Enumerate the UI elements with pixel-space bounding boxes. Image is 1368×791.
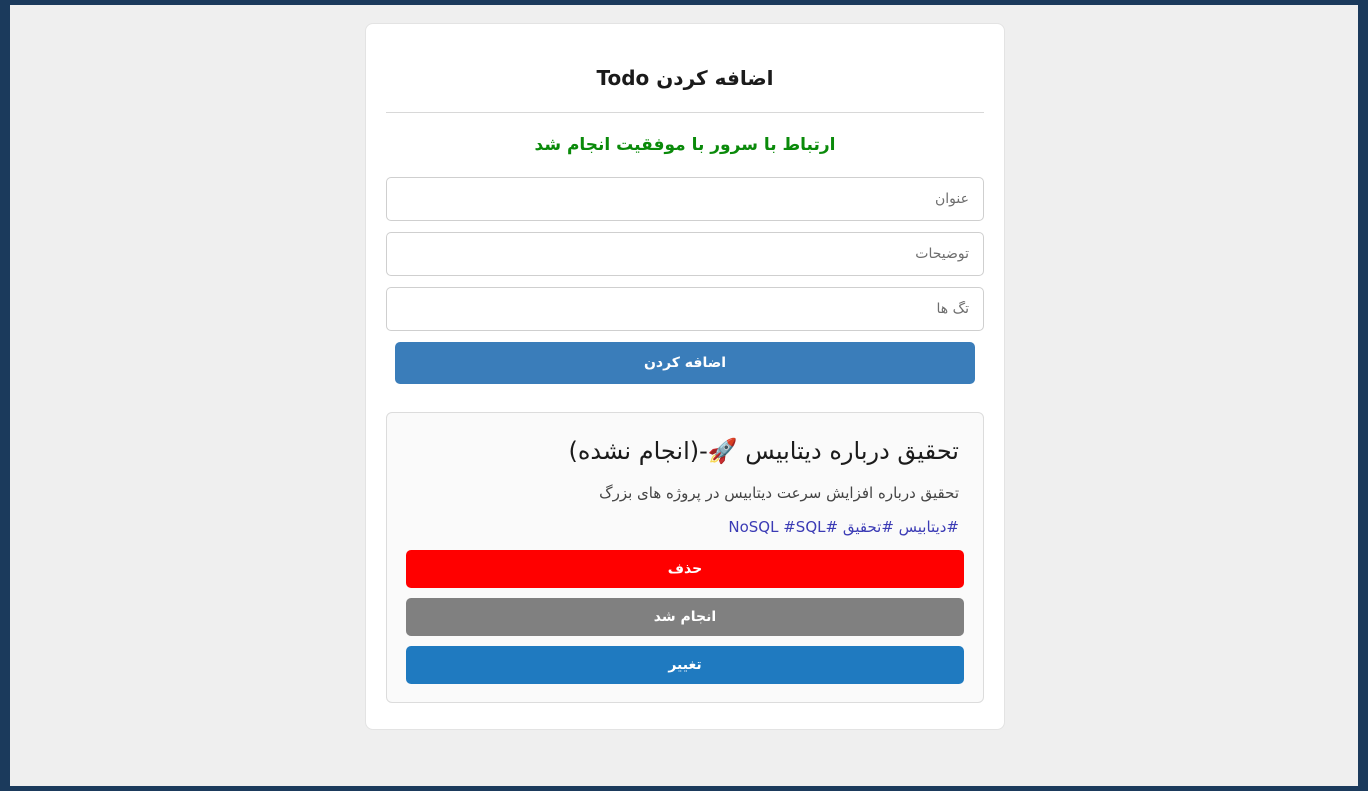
status-message: ارتباط با سرور با موفقیت انجام شد <box>534 135 836 155</box>
title-input[interactable] <box>386 177 984 221</box>
home-link[interactable]: خانه <box>1327 768 1350 783</box>
mark-done-button[interactable]: انجام شد <box>406 598 964 636</box>
todo-item-actions <box>397 550 973 684</box>
todo-item-description: تحقیق درباره افزایش سرعت دیتابیس در پروژه های بزرگ <box>599 483 959 502</box>
todo-item-title: تحقیق درباره دیتابیس 🚀-(انجام نشده) <box>568 437 959 465</box>
bottom-strip <box>0 786 1368 791</box>
tags-input[interactable] <box>386 287 984 331</box>
right-rail <box>1358 0 1368 791</box>
page-title: اضافه کردن Todo <box>596 66 774 90</box>
add-todo-button[interactable]: اضافه کردن <box>395 342 975 384</box>
title-divider <box>386 112 984 113</box>
todo-card <box>365 23 1005 730</box>
delete-button[interactable]: حذف <box>406 550 964 588</box>
top-strip <box>0 0 1368 5</box>
description-input[interactable] <box>386 232 984 276</box>
todo-item <box>386 412 984 703</box>
left-rail <box>0 0 10 791</box>
edit-button[interactable]: تغییر <box>406 646 964 684</box>
todo-item-tags: #دیتابیس #تحقیق #NoSQL #SQL <box>728 517 959 536</box>
